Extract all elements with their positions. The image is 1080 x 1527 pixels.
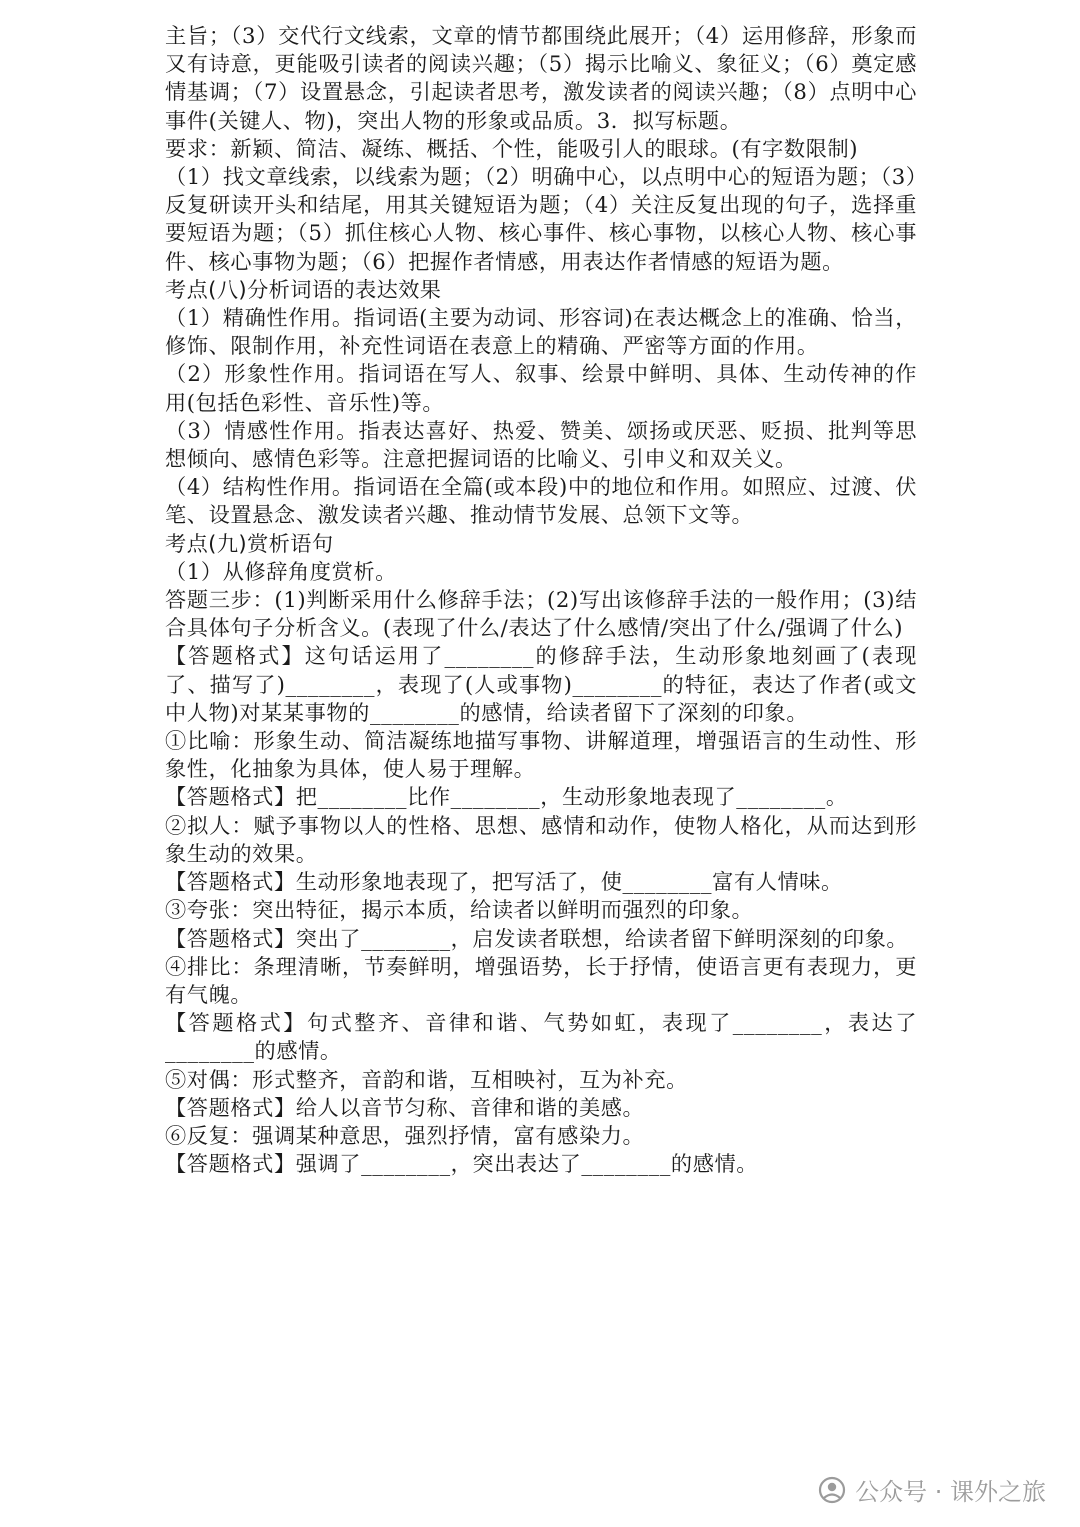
paragraph-metaphor-format: 【答题格式】把________比作________，生动形象地表现了________。: [165, 784, 848, 810]
paragraph-answer-format-general: 【答题格式】这句话运用了________的修辞手法，生动形象地刻画了(表现了、描写了)________，表现了(人或事物)________的特征，表达了作者(或文中人物)对某某事物的________的感情，给读者留下了深刻的印象。: [165, 643, 917, 725]
paragraph-three-steps: 答题三步：(1)判断采用什么修辞手法；(2)写出该修辞手法的一般作用；(3)结合具体句子分析含义。(表现了什么/表达了什么感情/突出了什么/强调了什么): [165, 587, 917, 641]
paragraph-antithesis: ⑤对偶：形式整齐，音韵和谐，互相映衬，互为补充。: [165, 1066, 688, 1092]
paragraph-title-methods: （1）找文章线索，以线索为题；（2）明确中心，以点明中心的短语为题；（3）反复研读开头和结尾，用其关键短语为题；（4）关注反复出现的句子，选择重要短语为题；（5）抓住核心人物、核心事件、核心事物，以核心人物、核心事件、核心事物为题；（6）把握作者情感，用表达作者情感的短语为题。: [165, 164, 917, 274]
paragraph-personification: ②拟人：赋予事物以人的性格、思想、感情和动作，使物人格化，从而达到形象生动的效果。: [165, 812, 917, 866]
paragraph-parallelism-format: 【答题格式】句式整齐、音律和谐、气势如虹，表现了________，表达了________的感情。: [165, 1010, 917, 1064]
section-heading-8: 考点(八)分析词语的表达效果: [165, 276, 442, 302]
paragraph-parallelism: ④排比：条理清晰，节奏鲜明，增强语势，长于抒情，使语言更有表现力，更有气魄。: [165, 953, 917, 1007]
wechat-logo-icon: [817, 1476, 847, 1504]
paragraph-hyperbole-format: 【答题格式】突出了________，启发读者联想，给读者留下鲜明深刻的印象。: [165, 925, 909, 951]
paragraph-rhetoric-angle: （1）从修辞角度赏析。: [165, 558, 397, 584]
paragraph-intro: 主旨；（3）交代行文线索，文章的情节都围绕此展开；（4）运用修辞，形象而又有诗意，更能吸引读者的阅读兴趣；（5）揭示比喻义、象征义；（6）奠定感情基调；（7）设置悬念，引起读者思考，激发读者的阅读兴趣；（8）点明中心事件(关键人、物)，突出人物的形象或品质。3．拟写标题。: [165, 23, 917, 133]
paragraph-emotion: （3）情感性作用。指表达喜好、热爱、赞美、颂扬或厌恶、贬损、批判等思想倾向、感情色彩等。注意把握词语的比喻义、引申义和双关义。: [165, 417, 917, 472]
paragraph-requirements: 要求：新颖、简洁、凝练、概括、个性，能吸引人的眼球。(有字数限制): [165, 135, 859, 161]
paragraph-metaphor: ①比喻：形象生动、简洁凝练地描写事物、讲解道理，增强语言的生动性、形象性，化抽象为具体，使人易于理解。: [165, 728, 917, 782]
paragraph-structure: （4）结构性作用。指词语在全篇(或本段)中的地位和作用。如照应、过渡、伏笔、设置悬念、激发读者兴趣、推动情节发展、总领下文等。: [165, 474, 917, 528]
watermark: [817, 1472, 1046, 1507]
paragraph-hyperbole: ③夸张：突出特征，揭示本质，给读者以鲜明而强烈的印象。: [165, 897, 754, 923]
section-heading-9: 考点(九)赏析语句: [165, 530, 334, 556]
paragraph-personification-format: 【答题格式】生动形象地表现了，把写活了，使________富有人情味。: [165, 869, 843, 895]
paragraph-imagery: （2）形象性作用。指词语在写人、叙事、绘景中鲜明、具体、生动传神的作用(包括色彩性、音乐性)等。: [165, 361, 917, 415]
paragraph-precision: （1）精确性作用。指词语(主要为动词、形容词)在表达概念上的准确、恰当，修饰、限制作用，补充性词语在表意上的精确、严密等方面的作用。: [165, 305, 917, 359]
paragraph-repetition-format: 【答题格式】强调了________，突出表达了________的感情。: [165, 1151, 759, 1177]
paragraph-repetition: ⑥反复：强调某种意思，强烈抒情，富有感染力。: [165, 1122, 645, 1148]
document-body: [165, 22, 917, 1178]
paragraph-antithesis-format: 【答题格式】给人以音节匀称、音律和谐的美感。: [165, 1094, 645, 1120]
watermark-text: 公众号 · 课外之旅: [855, 1478, 1046, 1506]
